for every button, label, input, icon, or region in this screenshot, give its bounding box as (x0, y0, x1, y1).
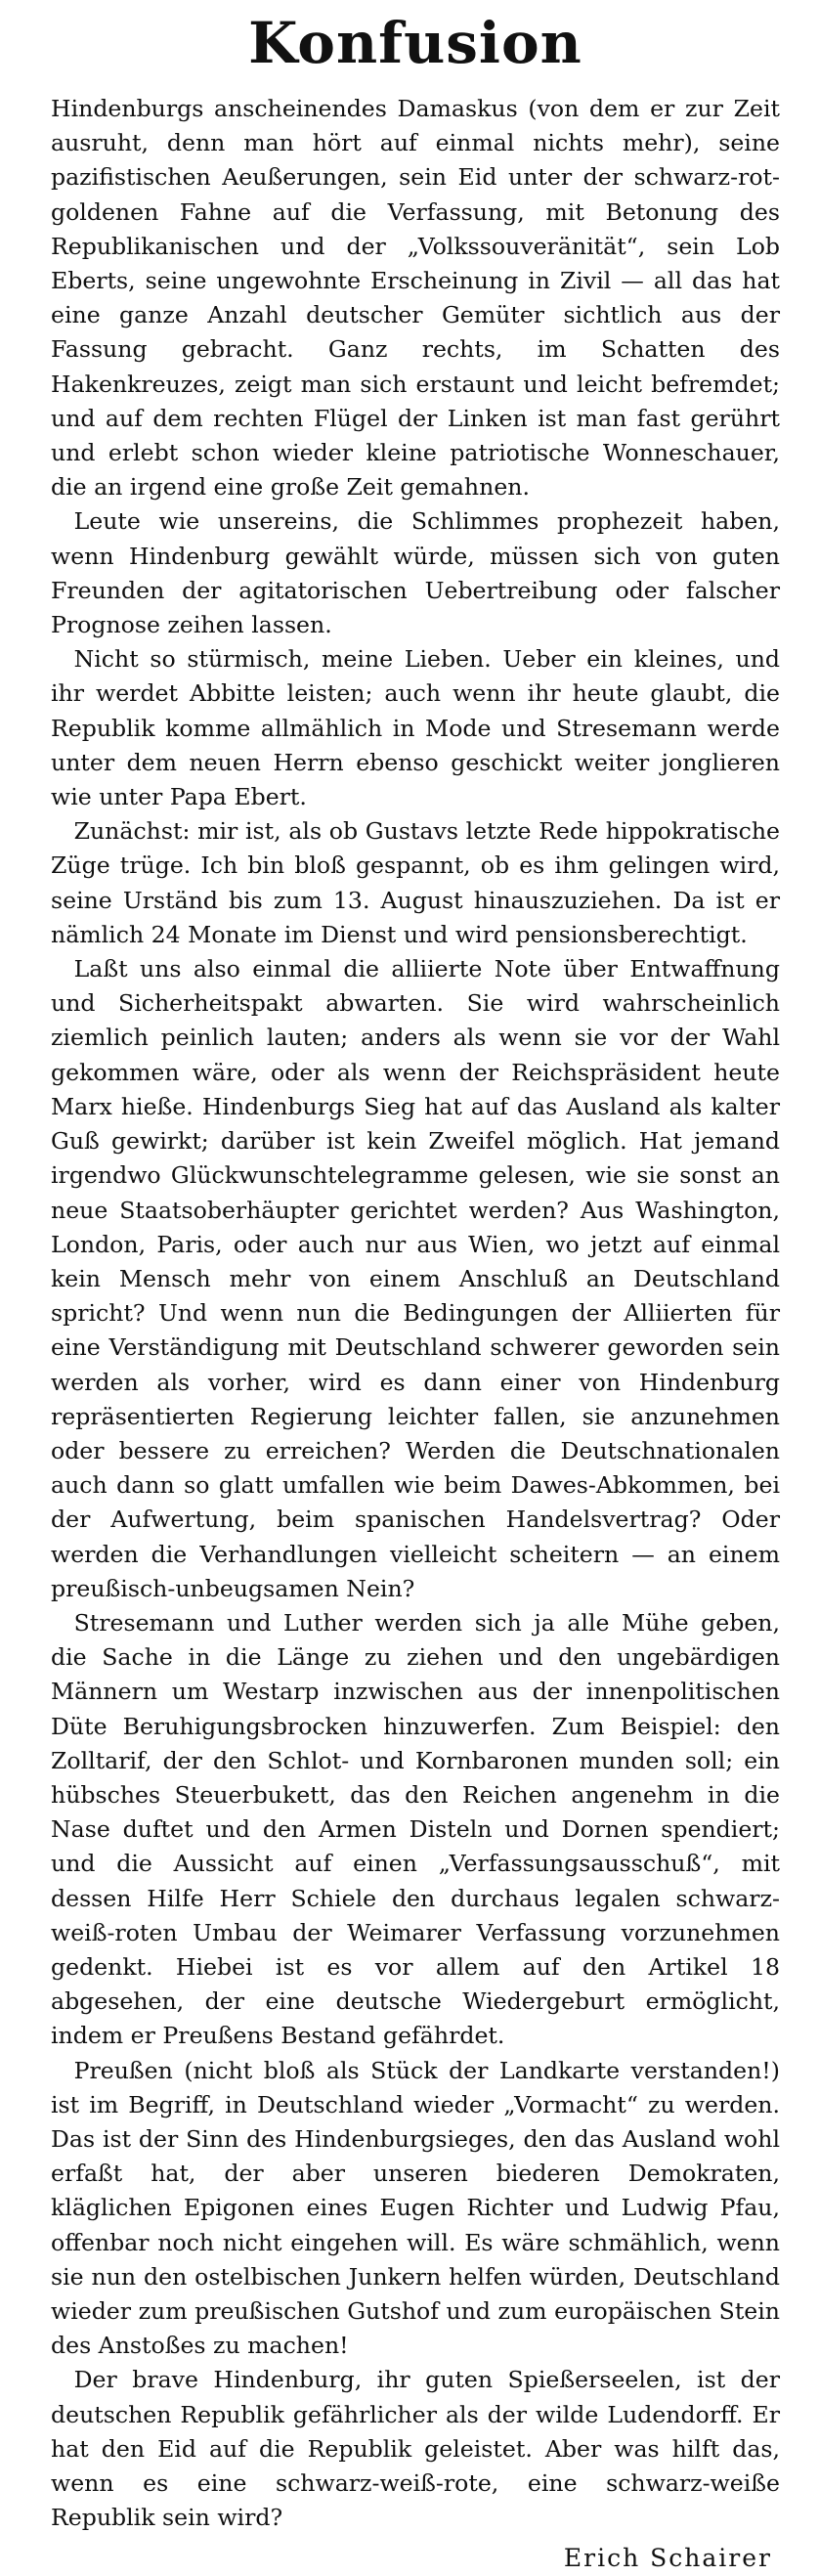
article-body (51, 92, 780, 2535)
paragraph-2: Leute wie unsereins, die Schlimmes prophezeit haben, wenn Hindenburg gewählt würde, müssen sich von guten Freunden der agitatorischen Uebertreibung oder falscher Prognose zeihen lassen. (51, 507, 780, 639)
paragraph-7: Preußen (nicht bloß als Stück der Landkarte verstanden!) ist im Begriff, in Deutschland wieder „Vormacht“ zu werden. Das ist der Sinn des Hindenburgsieges, den das Ausland wohl erfaßt hat, der aber unseren biederen Demokraten, kläglichen Epigonen eines Eugen Richter und Ludwig Pfau, offenbar noch nicht eingehen will. Es wäre schmählich, wenn sie nun den ostelbischen Junkern helfen würden, Deutschland wieder zum preußischen Gutshof und zum europäischen Stein des Anstoßes zu machen! (51, 2056, 780, 2360)
paragraph-3: Nicht so stürmisch, meine Lieben. Ueber ein kleines, und ihr werdet Abbitte leisten; auch wenn ihr heute glaubt, die Republik komme allmählich in Mode und Stresemann werde unter dem neuen Herrn ebenso geschickt weiter jonglieren wie unter Papa Ebert. (51, 645, 780, 811)
paragraph-5: Laßt uns also einmal die alliierte Note über Entwaffnung und Sicherheitspakt abwarten. Sie wird wahrscheinlich ziemlich peinlich lauten; anders als wenn sie vor der Wahl gekommen wäre, oder als wenn der Reichspräsident heute Marx hieße. Hindenburgs Sieg hat auf das Ausland als kalter Guß gewirkt; darüber ist kein Zweifel möglich. Hat jemand irgendwo Glückwunschtelegramme gelesen, wie sie sonst an neue Staatsoberhäupter gerichtet werden? Aus Washington, London, Paris, oder auch nur aus Wien, wo jetzt auf einmal kein Mensch mehr von einem Anschluß an Deutschland spricht? Und wenn nun die Bedingungen der Alliierten für eine Verständigung mit Deutschland schwerer geworden sein werden als vorher, wird es dann einer von Hindenburg repräsentierten Regierung leichter fallen, sie anzunehmen oder bessere zu erreichen? Werden die Deutschnationalen auch dann so glatt umfallen wie beim Dawes-Abkommen, bei der Aufwertung, beim spanischen Handelsvertrag? Oder werden die Verhandlungen vielleicht scheitern — an einem preußisch-unbeugsamen Nein? (51, 955, 780, 1602)
paragraph-8: Der brave Hindenburg, ihr guten Spießerseelen, ist der deutschen Republik gefährlicher als der wilde Ludendorff. Er hat den Eid auf die Republik geleistet. Aber was hilft das, wenn es eine schwarz-weiß-rote, eine schwarz-weiße Republik sein wird? (51, 2366, 780, 2532)
paragraph-4: Zunächst: mir ist, als ob Gustavs letzte Rede hippokratische Züge trüge. Ich bin bloß gespannt, ob es ihm gelingen wird, seine Urständ bis zum 13. August hinauszuziehen. Da ist er nämlich 24 Monate im Dienst und wird pensionsberechtigt. (51, 817, 780, 948)
paragraph-6: Stresemann und Luther werden sich ja alle Mühe geben, die Sache in die Länge zu ziehen und den ungebärdigen Männern um Westarp inzwischen aus der innenpolitischen Düte Beruhigungsbrocken hinzuwerfen. Zum Beispiel: den Zolltarif, der den Schlot- und Kornbaronen munden soll; ein hübsches Steuerbukett, das den Reichen angenehm in die Nase duftet und den Armen Disteln und Dornen spendiert; und die Aussicht auf einen „Verfassungsausschuß“, mit dessen Hilfe Herr Schiele den durchaus legalen schwarz-weiß-roten Umbau der Weimarer Verfassung vorzunehmen gedenkt. Hiebei ist es vor allem auf den Artikel 18 abgesehen, der eine deutsche Wiedergeburt ermöglicht, indem er Preußens Bestand gefährdet. (51, 1608, 780, 2050)
paragraph-1: Hindenburgs anscheinendes Damaskus (von dem er zur Zeit ausruht, denn man hört auf einmal nichts mehr), seine pazifistischen Aeußerungen, sein Eid unter der schwarz-rot-goldenen Fahne auf die Verfassung, mit Betonung des Republikanischen und der „Volkssouveränität“, sein Lob Eberts, seine ungewohnte Erscheinung in Zivil — all das hat eine ganze Anzahl deutscher Gemüter sichtlich aus der Fassung gebracht. Ganz rechts, im Schatten des Hakenkreuzes, zeigt man sich erstaunt und leicht befremdet; und auf dem rechten Flügel der Linken ist man fast gerührt und erlebt schon wieder kleine patriotische Wonneschauer, die an irgend eine große Zeit gemahnen. (51, 95, 780, 502)
author-signature: Erich Schairer (563, 2544, 772, 2573)
article-title: Konfusion (248, 10, 582, 76)
